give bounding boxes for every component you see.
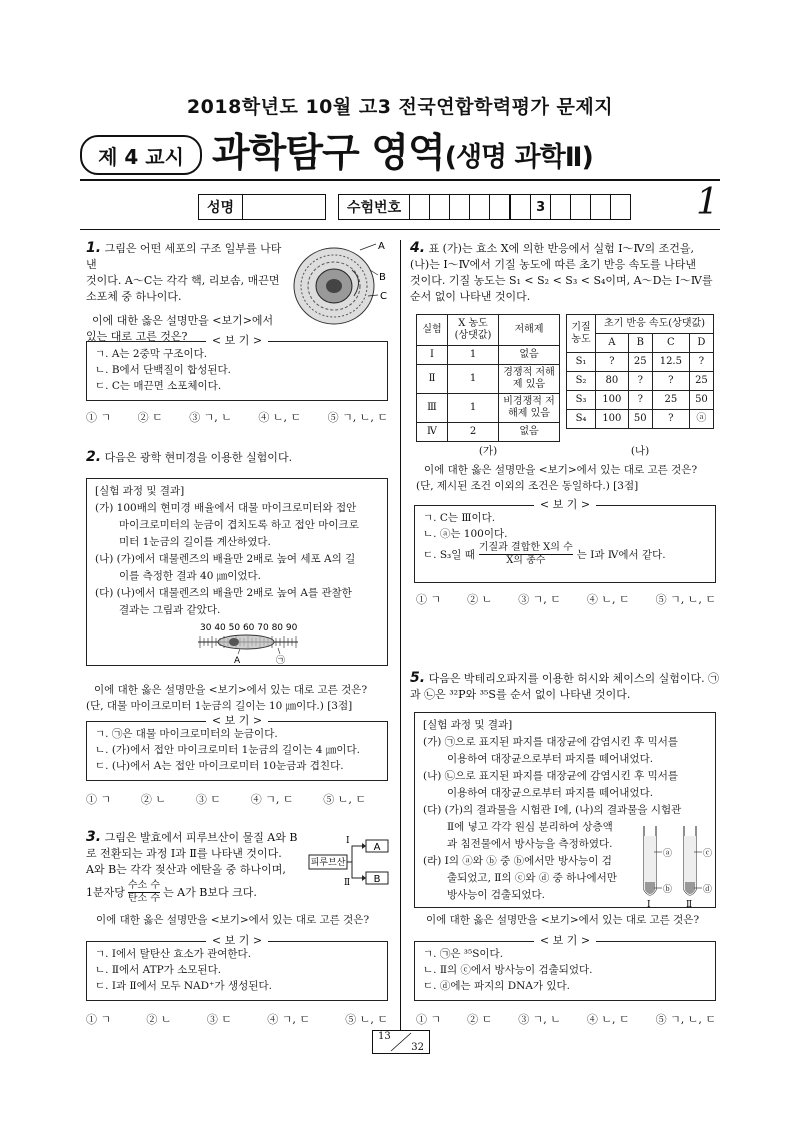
table-header: 초기 반응 속도(상댓값)	[596, 315, 714, 334]
exp-step: (가) 100배의 현미경 배율에서 대물 마이크로미터와 접안	[95, 502, 357, 514]
fig-label-c: C	[380, 291, 387, 302]
table-cell: 50	[689, 391, 713, 410]
choice-2[interactable]: ② ㄷ	[467, 1013, 493, 1026]
bogi-title: < 보 기 >	[206, 934, 268, 947]
table-cell: S₁	[567, 353, 596, 372]
exp-step: 이를 측정한 결과 40 ㎛이었다.	[119, 570, 261, 582]
q1-choices	[86, 409, 388, 425]
name-field[interactable]	[198, 194, 326, 220]
table-cell: 80	[596, 372, 629, 391]
q4-bogi-box	[414, 498, 716, 583]
q4-item3-post: 는 Ⅰ과 Ⅳ에서 같다.	[576, 548, 666, 561]
q2-choices	[86, 791, 366, 807]
q5-bogi-item: ㄱ. ㉠은 ³⁵S이다.	[423, 948, 504, 960]
microscope-scale-figure	[188, 620, 308, 666]
q3-question: 이에 대한 옳은 설명만을 <보기>에서 있는 대로 고른 것은?	[96, 914, 370, 926]
q1-text: 것이다. A～C는 각각 핵, 리보솜, 매끈면	[86, 274, 280, 287]
q4-text: 것이다. 기질 농도는 S₁ < S₂ < S₃ < S₄이며, A～D는 Ⅰ～Ⅳ를	[410, 274, 713, 287]
exam-number-cell[interactable]	[470, 195, 490, 219]
choice-3[interactable]: ③ ㄷ	[206, 1013, 232, 1026]
q3-ratio-pre: 1분자당	[86, 885, 125, 899]
q3-bogi-item: ㄴ. Ⅱ에서 ATP가 소모된다.	[95, 964, 222, 976]
table-cell: 25	[652, 391, 689, 410]
table-cell: Ⅲ	[417, 394, 448, 423]
q5-question: 이에 대한 옳은 설명만을 <보기>에서 있는 대로 고른 것은?	[426, 914, 700, 926]
choice-4[interactable]: ④ ㄴ, ㄷ	[586, 593, 630, 606]
q4-item3-den: X의 총수	[506, 555, 546, 566]
q2-question	[86, 682, 390, 714]
table-row	[567, 391, 714, 410]
fig-label-b: B	[373, 874, 381, 885]
exam-number-cell[interactable]	[611, 195, 630, 219]
table-ga	[416, 314, 560, 442]
q4-item3-pre: ㄷ. S₃일 때	[423, 548, 475, 561]
q1-question: 있는 대로 고른 것은?	[86, 330, 188, 343]
fig-label-b: B	[379, 272, 386, 283]
table-header: C	[652, 334, 689, 353]
exp-title: [실험 과정 및 결과]	[423, 719, 513, 731]
tube-name-2: Ⅱ	[686, 900, 693, 908]
q3-ratio-num: 수소 수	[127, 880, 161, 891]
name-input[interactable]	[243, 195, 325, 219]
q2-number: 2.	[86, 449, 102, 465]
table-row	[417, 365, 560, 394]
choice-1[interactable]: ① ㄱ	[86, 793, 112, 806]
q2-bogi-item: ㄱ. ㉠은 대물 마이크로미터의 눈금이다.	[95, 728, 278, 740]
tube-name-1: Ⅰ	[647, 900, 651, 908]
table-cell: 1	[448, 394, 499, 423]
choice-2[interactable]: ② ㄷ	[137, 411, 163, 424]
fig-label-a: A	[234, 656, 241, 666]
exp-step: 이용하여 대장균으로부터 파지를 떼어내었다.	[447, 753, 654, 765]
table-cell: 1	[448, 346, 499, 365]
table-cell: ?	[689, 353, 713, 372]
q4-stem	[410, 240, 722, 305]
q3-text: 로 전환되는 과정 Ⅰ과 Ⅱ를 나타낸 것이다.	[86, 847, 282, 860]
bogi-title: < 보 기 >	[206, 334, 268, 347]
q2-bogi-item: ㄷ. (나)에서 A는 접안 마이크로미터 10눈금과 겹친다.	[95, 760, 344, 772]
fig-label-giyeok: ㉠	[276, 656, 286, 666]
q5-text: 다음은 박테리오파지를 이용한 허시와 체이스의 실험이다. ㉠	[428, 672, 720, 685]
q1-text: 그림은 어떤 세포의 구조 일부를 나타낸	[86, 242, 282, 271]
exam-number-cell[interactable]	[591, 195, 611, 219]
table-cell: 12.5	[652, 353, 689, 372]
table-cell: 없음	[499, 346, 560, 365]
fig-label-a: A	[373, 842, 381, 853]
table-header: D	[689, 334, 713, 353]
q3-number: 3.	[86, 829, 102, 845]
exp-step: 과 침전물에서 방사능을 측정하였다.	[447, 838, 613, 850]
table-cell: 50	[628, 410, 652, 429]
choice-4[interactable]: ④ ㄴ, ㄷ	[586, 1013, 630, 1026]
table-cell: 2	[448, 423, 499, 442]
exp-step: 출되었고, Ⅱ의 ⓒ와 ⓓ 중 하나에서만	[447, 872, 617, 884]
table-row	[417, 423, 560, 442]
table-cell: S₃	[567, 391, 596, 410]
bogi-title: < 보 기 >	[206, 714, 268, 727]
exam-number-cell[interactable]	[450, 195, 470, 219]
choice-1[interactable]: ① ㄱ	[416, 1013, 442, 1026]
exp-step: (다) (나)에서 대물렌즈의 배율만 2배로 높여 A를 관찰한	[95, 587, 352, 599]
q1-question: 이에 대한 옳은 설명만을 <보기>에서	[92, 314, 274, 327]
bogi-title: < 보 기 >	[534, 934, 596, 947]
table-cell: 비경쟁적 저해제 있음	[499, 394, 560, 423]
table-cell: ?	[628, 391, 652, 410]
table-cell: 100	[596, 410, 629, 429]
page-title	[212, 122, 593, 178]
table-cell: 25	[628, 353, 652, 372]
q2-text: 다음은 광학 현미경을 이용한 실험이다.	[104, 451, 293, 464]
table-header: 저해제	[499, 315, 560, 346]
page-total: 32	[411, 1042, 424, 1053]
exp-step: 마이크로미터의 눈금이 겹치도록 하고 접안 마이크로	[119, 519, 359, 531]
table-cell: 1	[448, 365, 499, 394]
table-na	[566, 314, 714, 429]
exam-number-cell[interactable]	[511, 195, 531, 219]
name-label: 성명	[199, 195, 243, 219]
exp-step: 이용하여 대장균으로부터 파지를 떼어내었다.	[447, 787, 654, 799]
table-cell: ?	[628, 372, 652, 391]
choice-4[interactable]: ④ ㄱ, ㄷ	[267, 1013, 310, 1026]
page-number: 1	[696, 182, 719, 223]
choice-1[interactable]: ① ㄱ	[86, 411, 112, 424]
q2-bogi-box	[86, 714, 388, 781]
table-row	[417, 394, 560, 423]
choice-3[interactable]: ③ ㄱ, ㄷ	[518, 593, 561, 606]
q1-bogi-item: ㄴ. B에서 단백질이 합성된다.	[95, 364, 231, 376]
q3-bogi-box	[86, 934, 388, 1001]
exam-number-cell[interactable]	[571, 195, 591, 219]
table-header: B	[628, 334, 652, 353]
q3-ratio	[86, 880, 306, 905]
table-row	[567, 372, 714, 391]
q3-stem	[86, 829, 306, 905]
q2-stem	[86, 449, 390, 466]
page-counter	[372, 1030, 430, 1054]
q3-choices	[86, 1011, 388, 1027]
choice-5[interactable]: ⑤ ㄱ, ㄴ, ㄷ	[655, 593, 716, 606]
q3-bogi-item: ㄷ. Ⅰ과 Ⅱ에서 모두 NAD⁺가 생성된다.	[95, 980, 272, 992]
choice-3[interactable]: ③ ㄱ, ㄴ	[518, 1013, 561, 1026]
q4-bogi-item: ㄱ. C는 Ⅲ이다.	[423, 512, 496, 524]
choice-1[interactable]: ① ㄱ	[86, 1013, 112, 1026]
table-header: X 농도 (상댓값)	[448, 315, 499, 346]
choice-5[interactable]: ⑤ ㄱ, ㄴ, ㄷ	[655, 1013, 716, 1026]
q1-bogi-item: ㄷ. C는 매끈면 소포체이다.	[95, 380, 222, 392]
table-na-caption: (나)	[630, 445, 650, 457]
exam-number-cell[interactable]	[410, 195, 430, 219]
q4-choices	[416, 591, 716, 607]
exp-step: 방사능이 검출되었다.	[447, 889, 545, 901]
subject-title: 과학탐구 영역	[212, 131, 445, 176]
choice-5[interactable]: ⑤ ㄴ, ㄷ	[345, 1013, 388, 1026]
choice-3[interactable]: ③ ㄱ, ㄴ	[189, 411, 232, 424]
exp-step: (나) ㉡으로 표지된 파지를 대장균에 감염시킨 후 믹서를	[423, 770, 679, 782]
q4-text: 표 (가)는 효소 X에 의한 반응에서 실험 Ⅰ～Ⅳ의 조건을,	[428, 242, 695, 255]
choice-5[interactable]: ⑤ ㄱ, ㄴ, ㄷ	[327, 411, 388, 424]
q5-bogi-box	[414, 934, 716, 1001]
table-header: 실험	[417, 315, 448, 346]
period-badge: 제 4 교시	[80, 135, 202, 175]
q1-stem	[86, 240, 286, 345]
table-cell: Ⅳ	[417, 423, 448, 442]
q2-ask: 이에 대한 옳은 설명만을 <보기>에서 있는 대로 고른 것은?	[94, 684, 368, 696]
exp-step: 미터 1눈금의 길이를 계산하였다.	[119, 536, 271, 548]
q1-number: 1.	[86, 240, 102, 256]
table-row	[417, 346, 560, 365]
q4-bogi-item	[423, 542, 707, 567]
table-ga-caption: (가)	[478, 445, 498, 457]
q4-text: (나)는 Ⅰ～Ⅳ에서 기질 농도에 따른 초기 반응 속도를 나타낸	[410, 258, 697, 271]
fig-label-2: Ⅱ	[344, 878, 351, 886]
table-row	[567, 410, 714, 429]
q3-ratio-post: 는 A가 B보다 크다.	[163, 885, 257, 899]
exp-step: (라) Ⅰ의 ⓐ와 ⓑ 중 ⓑ에서만 방사능이 검	[423, 855, 612, 867]
choice-3[interactable]: ③ ㄷ	[195, 793, 221, 806]
q1-bogi-item: ㄱ. A는 2중막 구조이다.	[95, 348, 208, 360]
choice-2[interactable]: ② ㄴ	[467, 593, 493, 606]
bogi-title: < 보 기 >	[534, 498, 596, 511]
table-cell: 없음	[499, 423, 560, 442]
choice-2[interactable]: ② ㄴ	[140, 793, 167, 806]
choice-5[interactable]: ⑤ ㄴ, ㄷ	[323, 793, 366, 806]
header-rule-2	[80, 229, 720, 230]
q4-ask: (단, 제시된 조건 이외의 조건은 동일하다.) [3점]	[416, 480, 639, 492]
table-cell: Ⅰ	[417, 346, 448, 365]
test-tube-figure	[632, 822, 714, 908]
fig-pyruvate: 피루브산	[310, 858, 346, 868]
table-cell: 경쟁적 저해제 있음	[499, 365, 560, 394]
tube-label-c: ⓒ	[703, 849, 713, 859]
column-divider	[400, 240, 401, 1030]
table-cell: ?	[652, 372, 689, 391]
exp-title: [실험 과정 및 결과]	[95, 485, 185, 497]
exp-step: (다) (가)의 결과물을 시험관 Ⅰ에, (나)의 결과물을 시험관	[423, 804, 682, 816]
table-cell: Ⅱ	[417, 365, 448, 394]
exp-step: (가) ㉠으로 표지된 파지를 대장균에 감염시킨 후 믹서를	[423, 736, 679, 748]
q1-text: 소포체 중 하나이다.	[86, 290, 182, 303]
tube-label-d: ⓓ	[703, 885, 713, 895]
exam-number-cell[interactable]	[551, 195, 571, 219]
tube-label-b: ⓑ	[663, 885, 673, 895]
table-header: 기질 농도	[567, 315, 596, 353]
q4-question	[416, 462, 722, 494]
table-row	[567, 353, 714, 372]
choice-4[interactable]: ④ ㄱ, ㄷ	[250, 793, 294, 806]
q5-bogi-item: ㄴ. Ⅱ의 ⓒ에서 방사능이 검출되었다.	[423, 964, 593, 976]
table-cell: 100	[596, 391, 629, 410]
q4-text: 순서 없이 나타낸 것이다.	[410, 290, 531, 303]
exam-number-cell-fixed: 3	[531, 195, 551, 219]
q5-stem	[410, 670, 722, 703]
q3-ratio-den: 탄소 수	[127, 893, 161, 904]
table-cell: ?	[596, 353, 629, 372]
tube-label-a: ⓐ	[663, 849, 673, 859]
q4-ask: 이에 대한 옳은 설명만을 <보기>에서 있는 대로 고른 것은?	[424, 464, 698, 476]
fig-label-a: A	[378, 241, 385, 252]
q2-bogi-item: ㄴ. (가)에서 접안 마이크로미터 1눈금의 길이는 4 ㎛이다.	[95, 744, 360, 756]
choice-4[interactable]: ④ ㄴ, ㄷ	[258, 411, 302, 424]
q5-number: 5.	[410, 670, 426, 686]
q3-text: A와 B는 각각 젖산과 에탄올 중 하나이며,	[86, 863, 286, 876]
q3-bogi-item: ㄱ. Ⅰ에서 탈탄산 효소가 관여한다.	[95, 948, 252, 960]
fermentation-figure	[308, 834, 390, 886]
exam-number-field[interactable]	[338, 194, 631, 220]
table-cell: ⓐ	[689, 410, 713, 429]
table-cell: ?	[652, 410, 689, 429]
choice-2[interactable]: ② ㄴ	[146, 1013, 172, 1026]
q3-text: 그림은 발효에서 피루브산이 물질 A와 B	[104, 831, 298, 844]
fig-label-1: Ⅰ	[346, 836, 350, 846]
q5-text: 과 ㉡은 ³²P와 ³⁵S를 순서 없이 나타낸 것이다.	[410, 688, 631, 701]
subject-subtitle: (생명 과학Ⅱ)	[444, 142, 593, 173]
q4-item3-num: 기질과 결합한 X의 수	[478, 542, 573, 553]
header-rule	[80, 179, 720, 181]
exam-header: 2018학년도 10월 고3 전국연합학력평가 문제지	[186, 96, 614, 118]
exp-step: Ⅱ에 넣고 각각 원심 분리하여 상층액	[447, 821, 613, 833]
q2-ask: (단, 대물 마이크로미터 1눈금의 길이는 10 ㎛이다.) [3점]	[86, 700, 353, 712]
q5-bogi-item: ㄷ. ⓓ에는 파지의 DNA가 있다.	[423, 980, 571, 992]
table-cell: 25	[689, 372, 713, 391]
exam-number-cell[interactable]	[430, 195, 450, 219]
cell-structure-figure	[290, 240, 394, 326]
table-cell: S₂	[567, 372, 596, 391]
exp-step: (나) (가)에서 대물렌즈의 배율만 2배로 높여 세포 A의 길	[95, 553, 356, 565]
table-header: A	[596, 334, 629, 353]
table-cell: S₄	[567, 410, 596, 429]
q5-choices	[416, 1011, 716, 1027]
q4-number: 4.	[410, 240, 426, 256]
exam-number-label: 수험번호	[339, 195, 410, 219]
page-current: 13	[378, 1031, 391, 1042]
exam-number-cell[interactable]	[490, 195, 511, 219]
q4-bogi-item: ㄴ. ⓐ는 100이다.	[423, 528, 508, 540]
exp-step: 결과는 그림과 같았다.	[119, 604, 221, 616]
choice-1[interactable]: ① ㄱ	[416, 593, 442, 606]
scale-numbers: 30 40 50 60 70 80 90	[200, 623, 298, 633]
